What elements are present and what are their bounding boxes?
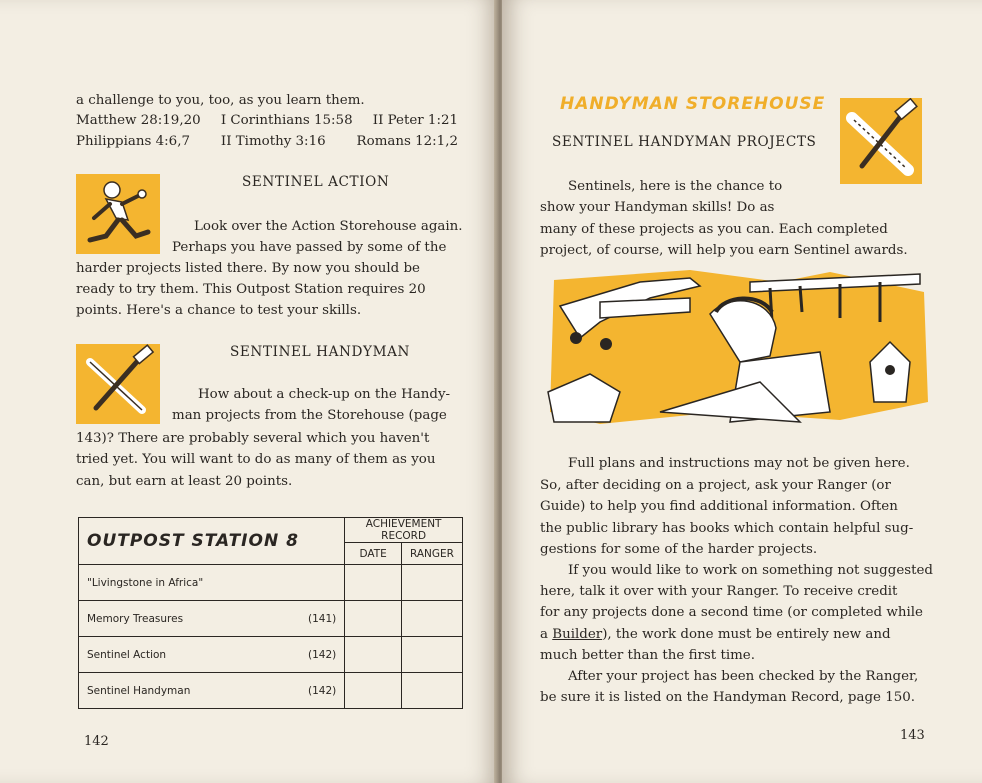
page-ref: (142) [308,648,337,661]
date-cell[interactable] [345,673,402,709]
body-text: here, talk it over with your Ranger. To receive credit [540,584,898,599]
intro-line: a challenge to you, too, as you learn them. [76,93,365,108]
hammer-saw-icon [76,344,160,424]
intro-text: project, of course, will help you earn Sentinel awards. [540,243,908,258]
row-label: Sentinel Action [87,648,167,661]
sentinel-action-heading: SENTINEL ACTION [242,174,390,190]
sentinel-handyman-heading: SENTINEL HANDYMAN [230,344,411,360]
date-column-header: DATE [345,543,402,565]
body-text: for any projects done a second time (or completed while [540,605,923,620]
handyman-text: How about a check-up on the Handy- [198,387,451,402]
row-label: "Livingstone in Africa" [79,565,345,601]
body-text [540,624,891,645]
body-text: If you would like to work on something not suggested [568,563,933,578]
verse: Romans 12:1,2 [356,134,458,149]
ranger-cell[interactable] [402,637,463,673]
right-page-number: 143 [900,728,925,743]
handyman-storehouse-title: HANDYMAN STOREHOUSE [560,94,826,114]
body-text-suffix: ), the work done must be entirely new and [602,627,891,642]
body-text: much better than the first time. [540,648,755,663]
intro-text: Sentinels, here is the chance to [568,179,783,194]
action-text: points. Here's a chance to test your skills. [76,303,362,318]
ranger-column-header: RANGER [402,543,463,565]
action-text: ready to try them. This Outpost Station requires 20 [76,282,426,297]
page-ref: (142) [308,684,337,697]
verse: I Corinthians 15:58 [220,113,353,128]
handyman-text: tried yet. You will want to do as many of them as you [76,452,436,467]
builder-link: Builder [552,627,603,642]
table-row [79,637,463,673]
body-text: gestions for some of the harder projects. [540,542,818,557]
body-text: Full plans and instructions may not be given here. [568,456,910,471]
action-text: harder projects listed there. By now you should be [76,261,420,276]
verse: II Peter 1:21 [372,113,458,128]
ranger-cell[interactable] [402,601,463,637]
intro-text: many of these projects as you can. Each completed [540,222,888,237]
handyman-text: man projects from the Storehouse (page [172,408,447,423]
body-text: After your project has been checked by the Ranger, [568,669,919,684]
action-text: Look over the Action Storehouse again. [194,219,463,234]
body-text-prefix: a [540,627,553,642]
verse: Matthew 28:19,20 [76,113,201,128]
outpost-station-title: OUTPOST STATION 8 [87,531,299,551]
handyman-text: can, but earn at least 20 points. [76,474,293,489]
running-man-icon [76,174,160,254]
body-text: the public library has books which contain helpful sug- [540,521,914,536]
date-cell[interactable] [345,565,402,601]
verse: II Timothy 3:16 [220,134,326,149]
date-cell[interactable] [345,601,402,637]
verse: Philippians 4:6,7 [76,134,190,149]
row-label: Memory Treasures [87,612,184,625]
intro-text: show your Handyman skills! Do as [540,200,775,215]
table-row [79,601,463,637]
row-label: Sentinel Handyman [87,684,191,697]
station-title-cell [79,518,345,565]
ranger-cell[interactable] [402,565,463,601]
verse-row-2 [76,131,458,152]
table-row [79,565,463,601]
handyman-projects-heading: SENTINEL HANDYMAN PROJECTS [552,134,817,150]
action-text: Perhaps you have passed by some of the [172,240,447,255]
saw-hammer-icon [840,98,922,184]
page-ref: (141) [308,612,337,625]
achievement-record-label: ACHIEVEMENT RECORD [345,518,463,543]
table-row [79,673,463,709]
verse-row-1 [76,110,458,131]
left-page-number: 142 [84,734,109,749]
boy-workshop-illustration [540,262,930,432]
date-cell[interactable] [345,637,402,673]
body-text: be sure it is listed on the Handyman Record, page 150. [540,690,916,705]
achievement-record-table [78,517,463,709]
ranger-cell[interactable] [402,673,463,709]
body-text: Guide) to help you find additional information. Often [540,499,898,514]
handyman-text: 143)? There are probably several which you haven't [76,431,430,446]
body-text: So, after deciding on a project, ask your Ranger (or [540,478,891,493]
